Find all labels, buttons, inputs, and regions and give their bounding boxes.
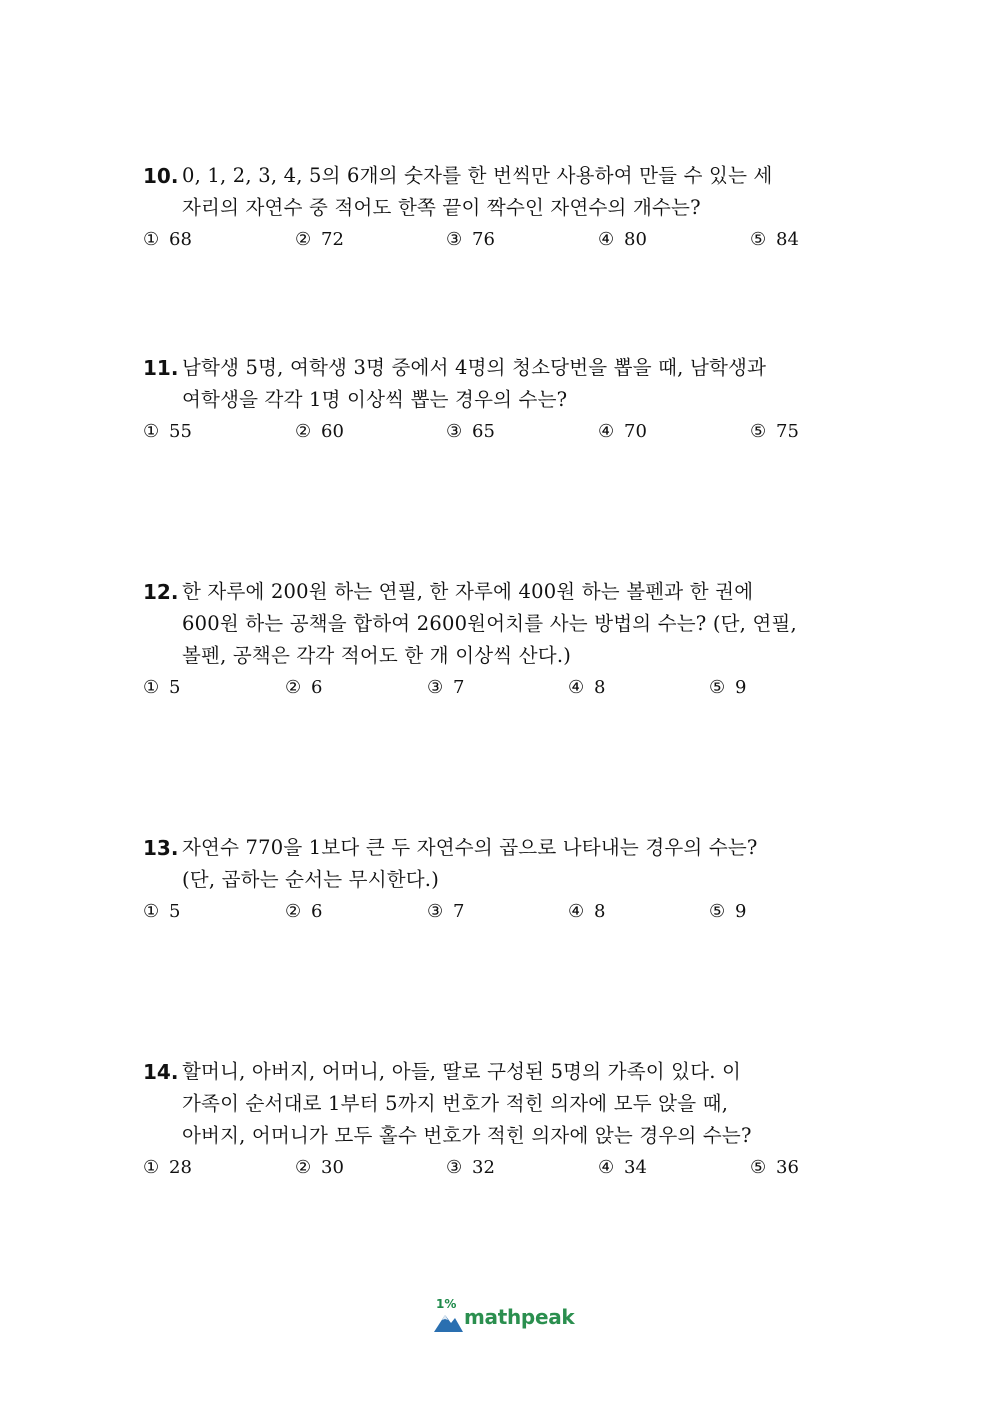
choice-marker: ⑤ — [750, 421, 767, 442]
choice-marker: ① — [143, 229, 160, 250]
choice-marker: ② — [285, 677, 302, 698]
problem-text-line: 남학생 5명, 여학생 3명 중에서 4명의 청소당번을 뽑을 때, 남학생과 — [182, 356, 767, 379]
problem-text-line: (단, 곱하는 순서는 무시한다.) — [182, 868, 440, 891]
choice-5[interactable] — [750, 1154, 799, 1182]
choice-value: 84 — [776, 229, 799, 250]
choice-marker: ⑤ — [709, 901, 726, 922]
problem-text-line: 한 자루에 200원 하는 연필, 한 자루에 400원 하는 볼펜과 한 권에 — [182, 580, 754, 603]
choice-value: 5 — [169, 901, 181, 922]
choice-value: 65 — [472, 421, 495, 442]
choice-marker: ④ — [568, 901, 585, 922]
problem-number: 13. — [143, 836, 179, 860]
problem-text-line: 600원 하는 공책을 합하여 2600원어치를 사는 방법의 수는? (단, 연필, — [182, 612, 797, 635]
choice-marker: ① — [143, 677, 160, 698]
problem-text-line: 자리의 자연수 중 적어도 한쪽 끝이 짝수인 자연수의 개수는? — [182, 196, 701, 219]
choice-5[interactable] — [709, 674, 746, 702]
choice-1[interactable] — [143, 1154, 192, 1182]
choice-value: 75 — [776, 421, 799, 442]
choice-marker: ④ — [598, 421, 615, 442]
choice-value: 32 — [472, 1157, 495, 1178]
choice-value: 5 — [169, 677, 181, 698]
choice-1[interactable] — [143, 898, 180, 926]
choice-value: 76 — [472, 229, 495, 250]
choice-marker: ② — [295, 421, 312, 442]
problem-text-line: 자연수 770을 1보다 큰 두 자연수의 곱으로 나타내는 경우의 수는? — [182, 836, 758, 859]
choice-value: 9 — [735, 677, 747, 698]
choice-3[interactable] — [427, 898, 464, 926]
choice-value: 70 — [624, 421, 647, 442]
choice-value: 72 — [321, 229, 344, 250]
logo-percent: 1% — [436, 1297, 457, 1311]
choice-1[interactable] — [143, 226, 192, 254]
choice-marker: ④ — [598, 229, 615, 250]
problem-text-line: 할머니, 아버지, 어머니, 아들, 딸로 구성된 5명의 가족이 있다. 이 — [182, 1060, 742, 1083]
choice-3[interactable] — [446, 1154, 495, 1182]
problem-number: 10. — [143, 164, 179, 188]
choice-2[interactable] — [295, 226, 344, 254]
choice-2[interactable] — [295, 1154, 344, 1182]
choice-value: 28 — [169, 1157, 192, 1178]
choice-value: 8 — [594, 677, 606, 698]
choice-3[interactable] — [427, 674, 464, 702]
problem-text-line: 볼펜, 공책은 각각 적어도 한 개 이상씩 산다.) — [182, 644, 572, 667]
choice-marker: ① — [143, 421, 160, 442]
problem-number: 11. — [143, 356, 179, 380]
choice-5[interactable] — [709, 898, 746, 926]
choice-marker: ④ — [568, 677, 585, 698]
answer-choices — [143, 898, 843, 926]
choice-5[interactable] — [750, 418, 799, 446]
choice-value: 7 — [453, 677, 465, 698]
choice-value: 30 — [321, 1157, 344, 1178]
choice-marker: ⑤ — [750, 1157, 767, 1178]
answer-choices — [143, 674, 843, 702]
answer-choices — [143, 226, 843, 254]
choice-2[interactable] — [285, 898, 322, 926]
choice-value: 55 — [169, 421, 192, 442]
choice-1[interactable] — [143, 674, 180, 702]
choice-4[interactable] — [598, 1154, 647, 1182]
choice-marker: ⑤ — [750, 229, 767, 250]
choice-marker: ③ — [446, 1157, 463, 1178]
mathpeak-logo — [434, 1297, 574, 1337]
choice-value: 80 — [624, 229, 647, 250]
choice-value: 8 — [594, 901, 606, 922]
choice-marker: ① — [143, 1157, 160, 1178]
choice-value: 9 — [735, 901, 747, 922]
problem-text-line: 0, 1, 2, 3, 4, 5의 6개의 숫자를 한 번씩만 사용하여 만들 수 있는 세 — [182, 164, 773, 187]
choice-value: 60 — [321, 421, 344, 442]
choice-value: 6 — [311, 677, 323, 698]
choice-marker: ② — [285, 901, 302, 922]
choice-value: 34 — [624, 1157, 647, 1178]
problem-number: 14. — [143, 1060, 179, 1084]
choice-marker: ③ — [446, 421, 463, 442]
choice-marker: ① — [143, 901, 160, 922]
logo-brand: mathpeak — [464, 1305, 575, 1329]
choice-1[interactable] — [143, 418, 192, 446]
problem-text-line: 아버지, 어머니가 모두 홀수 번호가 적힌 의자에 앉는 경우의 수는? — [182, 1124, 752, 1147]
problem-number: 12. — [143, 580, 179, 604]
answer-choices — [143, 1154, 843, 1182]
choice-marker: ③ — [427, 677, 444, 698]
choice-marker: ③ — [427, 901, 444, 922]
choice-3[interactable] — [446, 226, 495, 254]
choice-4[interactable] — [598, 418, 647, 446]
choice-2[interactable] — [295, 418, 344, 446]
answer-choices — [143, 418, 843, 446]
choice-3[interactable] — [446, 418, 495, 446]
choice-marker: ③ — [446, 229, 463, 250]
choice-4[interactable] — [598, 226, 647, 254]
mountain-icon — [434, 1311, 464, 1333]
problem-text-line: 여학생을 각각 1명 이상씩 뽑는 경우의 수는? — [182, 388, 568, 411]
choice-marker: ② — [295, 1157, 312, 1178]
choice-2[interactable] — [285, 674, 322, 702]
choice-marker: ⑤ — [709, 677, 726, 698]
choice-4[interactable] — [568, 898, 605, 926]
choice-4[interactable] — [568, 674, 605, 702]
choice-marker: ④ — [598, 1157, 615, 1178]
choice-value: 6 — [311, 901, 323, 922]
choice-5[interactable] — [750, 226, 799, 254]
choice-marker: ② — [295, 229, 312, 250]
choice-value: 36 — [776, 1157, 799, 1178]
problem-text-line: 가족이 순서대로 1부터 5까지 번호가 적힌 의자에 모두 앉을 때, — [182, 1092, 729, 1115]
choice-value: 68 — [169, 229, 192, 250]
choice-value: 7 — [453, 901, 465, 922]
